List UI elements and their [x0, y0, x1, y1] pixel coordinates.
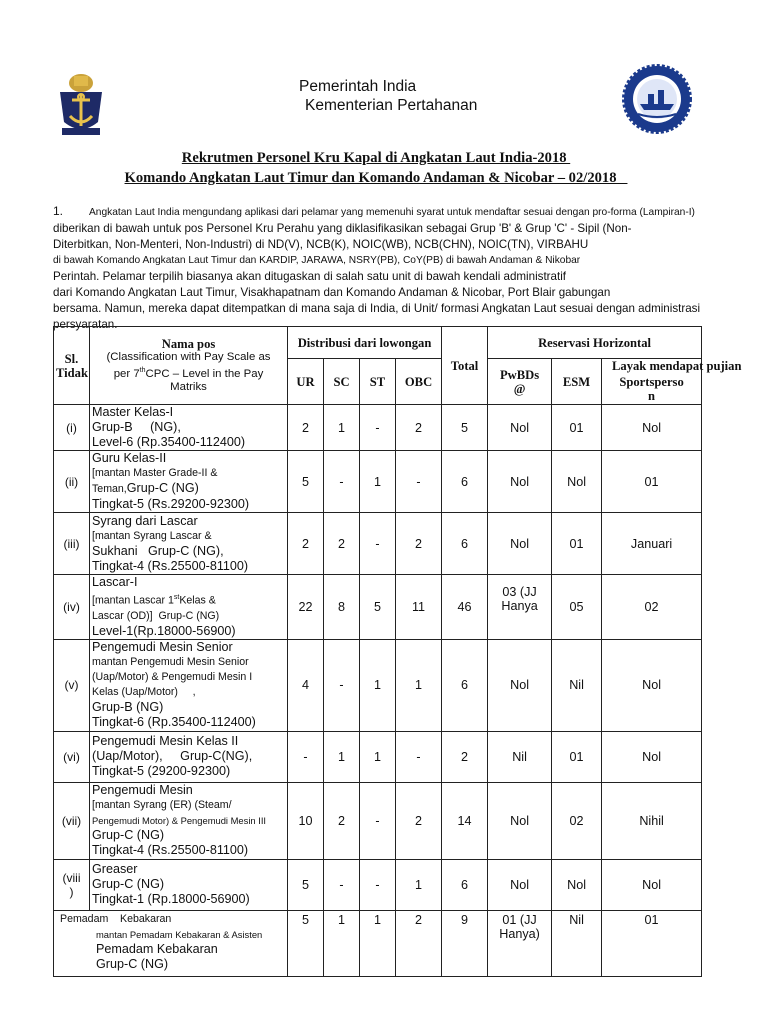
- table-header-row-1: [54, 327, 702, 359]
- table-row: (iii) Syrang dari Lascar [mantan Syrang Lascar & Sukhani Grup-C (NG), Tingkat-4 (Rs.25500-81100) 2 2 - 2 6 Nol 01 Januari: [54, 513, 702, 575]
- gov-line-1: Pemerintah India: [299, 78, 417, 95]
- intro-paragraph: [53, 203, 765, 333]
- post-name: Pengemudi Mesin Kelas II (Uap/Motor), Grup-C(NG), Tingkat-5 (29200-92300): [90, 731, 288, 782]
- table-row: (vi) Pengemudi Mesin Kelas II (Uap/Motor), Grup-C(NG), Tingkat-5 (29200-92300) - 1 1 - 2 Nil 01 Nol: [54, 731, 702, 782]
- intro-line-3: Diterbitkan, Non-Menteri, Non-Industri) di ND(V), NCB(K), NOIC(WB), NCB(CHN), NOIC(TN), VIRBAHU: [53, 238, 589, 251]
- post-name: Guru Kelas-II [mantan Master Grade-II & Teman,Grup-C (NG) Tingkat-5 (Rs.29200-92300): [90, 451, 288, 513]
- header-sportsperson: Sportsperso n: [602, 359, 702, 405]
- intro-line-6: dari Komando Angkatan Laut Timur, Visakhapatnam dan Komando Andaman & Nicobar, Port Blair gabungan: [53, 286, 611, 299]
- table-row: (ii) Guru Kelas-II [mantan Master Grade-II & Teman,Grup-C (NG) Tingkat-5 (Rs.29200-92300) 5 - 1 - 6 Nol Nol 01: [54, 451, 702, 513]
- post-name: Master Kelas-I Grup-B (NG), Level-6 (Rp.35400-112400): [90, 405, 288, 451]
- header-distribution: Distribusi dari lowongan: [288, 327, 442, 359]
- header-ur: UR: [288, 359, 324, 405]
- navy-crest-icon: [52, 70, 110, 138]
- header-obc: OBC: [396, 359, 442, 405]
- header-esm: ESM: [552, 359, 602, 405]
- table-row: (v) Pengemudi Mesin Senior mantan Pengemudi Mesin Senior (Uap/Motor) & Pengemudi Mesin I Kelas (Uap/Motor) , Grup-B (NG) Tingkat-6 (Rp.35400-112400) 4 - 1 1 6 Nol Nil Nol: [54, 639, 702, 731]
- table-row: (vii) Pengemudi Mesin [mantan Syrang (ER) (Steam/ Pengemudi Motor) & Pengemudi Mesin III Grup-C (NG) Tingkat-4 (Rs.25500-81100) 10 2 - 2 14 Nol 02 Nihil: [54, 782, 702, 859]
- header-sc: SC: [324, 359, 360, 405]
- title-line-1: Rekrutmen Personel Kru Kapal di Angkatan Laut India-2018: [181, 150, 571, 166]
- post-name: Pemadam Kebakaran mantan Pemadam Kebakaran & Asisten Pemadam Kebakaran Grup-C (NG): [54, 910, 288, 976]
- intro-line-4: di bawah Komando Angkatan Laut Timur dan KARDIP, JARAWA, NSRY(PB), CoY(PB) di bawah Andaman & Nikobar: [53, 255, 581, 266]
- table-row: (viii ) Greaser Grup-C (NG) Tingkat-1 (Rp.18000-56900) 5 - - 1 6 Nol Nol Nol: [54, 859, 702, 910]
- header-pwbd: PwBDs @: [488, 359, 552, 405]
- intro-line-5: Perintah. Pelamar terpilih biasanya akan ditugaskan di salah satu unit di bawah kendali administratif: [53, 270, 567, 283]
- command-seal-icon: [622, 64, 692, 134]
- header-sl: Sl. Tidak: [54, 327, 90, 405]
- post-name: Pengemudi Mesin [mantan Syrang (ER) (Steam/ Pengemudi Motor) & Pengemudi Mesin III Grup-C (NG) Tingkat-4 (Rs.25500-81100): [90, 782, 288, 859]
- government-heading: [299, 77, 477, 115]
- post-name: Greaser Grup-C (NG) Tingkat-1 (Rp.18000-56900): [90, 859, 288, 910]
- table-row: Pemadam Kebakaran mantan Pemadam Kebakaran & Asisten Pemadam Kebakaran Grup-C (NG) 5 1 1 2 9 01 (JJ Hanya) Nil 01: [54, 910, 702, 976]
- vacancy-table: [53, 326, 702, 977]
- intro-line-8: persyaratan.: [53, 318, 118, 331]
- paragraph-number: 1.: [53, 204, 64, 218]
- table-row: (iv) Lascar-I [mantan Lascar 1stKelas & Lascar (OD)] Grup-C (NG) Level-1(Rp.18000-56900) 22 8 5 11 46 03 (JJ Hanya 05 02: [54, 575, 702, 640]
- table-row: (i) Master Kelas-I Grup-B (NG), Level-6 (Rp.35400-112400) 2 1 - 2 5 Nol 01 Nol: [54, 405, 702, 451]
- header-st: ST: [360, 359, 396, 405]
- intro-line-1: Angkatan Laut India mengundang aplikasi dari pelamar yang memenuhi syarat untuk mendaftar sesuai dengan pro-forma (Lampiran-I): [89, 207, 695, 218]
- gov-line-2: Kementerian Pertahanan: [305, 97, 478, 114]
- header-horizontal-reservation: Reservasi Horizontal: [488, 327, 702, 359]
- title-line-2: Komando Angkatan Laut Timur dan Komando Andaman & Nicobar – 02/2018: [124, 170, 628, 186]
- post-name: Syrang dari Lascar [mantan Syrang Lascar & Sukhani Grup-C (NG), Tingkat-4 (Rs.25500-81100): [90, 513, 288, 575]
- header-total: Total: [442, 327, 488, 405]
- intro-line-7: bersama. Namun, mereka dapat ditempatkan di mana saja di India, di Unit/ formasi Angkatan Laut sesuai dengan administrasi: [53, 302, 701, 315]
- post-name: Pengemudi Mesin Senior mantan Pengemudi Mesin Senior (Uap/Motor) & Pengemudi Mesin I Kelas (Uap/Motor) , Grup-B (NG) Tingkat-6 (Rp.35400-112400): [90, 639, 288, 731]
- intro-line-2: diberikan di bawah untuk pos Personel Kru Perahu yang diklasifikasikan sebagai Grup 'B' & Grup 'C' - Sipil (Non-: [53, 222, 632, 235]
- header-commendable: Layak mendapat pujian: [612, 359, 742, 373]
- post-name: Lascar-I [mantan Lascar 1stKelas & Lascar (OD)] Grup-C (NG) Level-1(Rp.18000-56900): [90, 575, 288, 640]
- header-post: Nama pos (Classification with Pay Scale as per 7thCPC – Level in the Pay Matriks: [90, 327, 288, 405]
